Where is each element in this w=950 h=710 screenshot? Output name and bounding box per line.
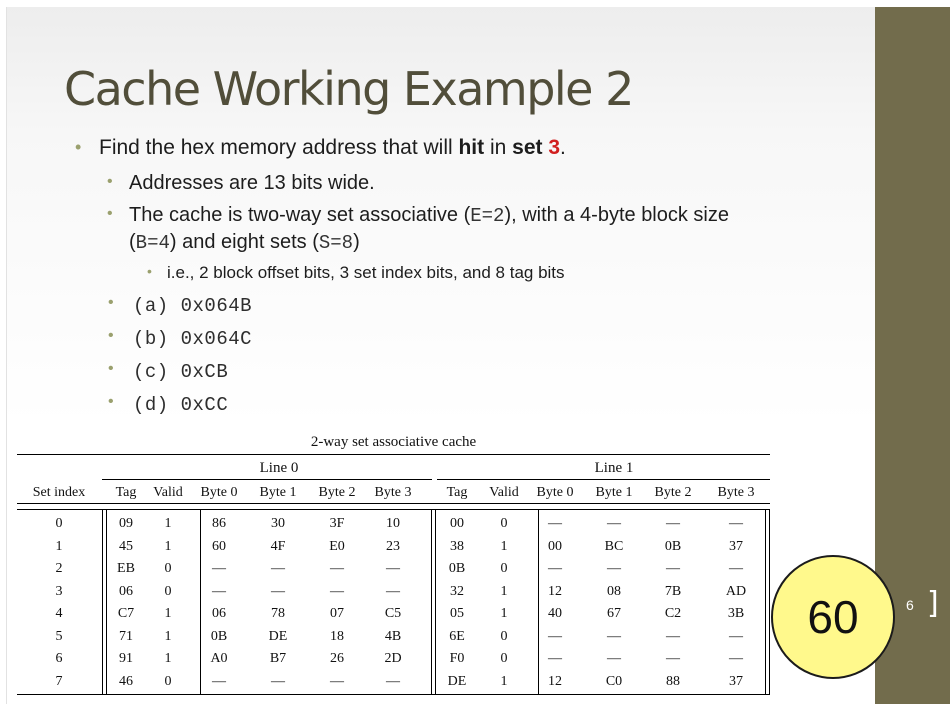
rule-vertical-4-0 <box>765 509 766 694</box>
table-cell: 0B <box>210 628 228 644</box>
table-cell: — <box>607 651 621 666</box>
bullet-dot: • <box>147 263 152 279</box>
table-cell: 09 <box>119 516 133 531</box>
choice-c <box>108 359 229 383</box>
table-cell: 46 <box>119 673 133 689</box>
column-header: Tag <box>115 485 137 500</box>
table-cell: 4F <box>270 538 286 554</box>
table-cell: BC <box>604 538 624 554</box>
bullet-dot: • <box>107 205 113 222</box>
table-cell: 0 <box>55 516 63 531</box>
column-header: Byte 1 <box>259 485 297 500</box>
table-cell: — <box>666 628 680 644</box>
table-cell: 18 <box>330 628 344 644</box>
bullet-dot: • <box>108 360 114 377</box>
line0-header: Line 0 <box>259 460 299 476</box>
table-cell: 0B <box>448 561 466 576</box>
table-cell: 1 <box>500 538 508 554</box>
table-cell: — <box>729 651 743 666</box>
table-cell: 23 <box>386 538 400 554</box>
table-cell: 40 <box>548 606 562 621</box>
table-cell: 7 <box>55 673 63 689</box>
table-cell: DE <box>268 628 288 644</box>
table-cell: 32 <box>450 583 464 599</box>
rule-vertical-1-1 <box>200 509 201 694</box>
table-cell: C5 <box>384 606 402 621</box>
slide-number-bracket: ] <box>927 586 939 621</box>
table-cell: — <box>729 516 743 531</box>
choice-a-text: (a) 0x064B <box>133 295 253 317</box>
column-header: Set index <box>32 485 86 500</box>
table-cell: 78 <box>271 606 285 621</box>
table-cell: E0 <box>329 538 345 554</box>
table-cell: 3B <box>727 606 745 621</box>
table-cell: 1 <box>164 651 172 666</box>
bullet-dot: • <box>107 173 113 190</box>
column-header: Byte 1 <box>595 485 633 500</box>
question-set: set <box>512 136 543 159</box>
table-cell: — <box>666 516 680 531</box>
table-cell: 0 <box>500 516 508 531</box>
question-in: in <box>484 136 513 159</box>
table-cell: 1 <box>164 516 172 531</box>
column-header: Tag <box>446 485 468 500</box>
rule-line1 <box>437 479 770 480</box>
column-header: Valid <box>153 485 183 500</box>
table-cell: 06 <box>212 606 226 621</box>
table-cell: AD <box>725 583 747 599</box>
column-header: Valid <box>489 485 519 500</box>
bullet-dot: • <box>108 327 114 344</box>
table-cell: — <box>212 561 226 576</box>
table-cell: 1 <box>55 538 63 554</box>
column-header: Byte 3 <box>374 485 412 500</box>
table-cell: 88 <box>666 673 680 689</box>
rule-vertical-3-1 <box>538 509 539 694</box>
table-cell: 4 <box>55 606 63 621</box>
table-cell: 1 <box>500 606 508 621</box>
table-cell: B7 <box>269 651 287 666</box>
table-cell: — <box>271 673 285 689</box>
table-cell: C2 <box>664 606 682 621</box>
table-cell: 1 <box>164 628 172 644</box>
table-cell: — <box>607 516 621 531</box>
bullet-dot: • <box>108 393 114 410</box>
choice-d-text: (d) 0xCC <box>133 394 229 416</box>
table-cell: 71 <box>119 628 133 644</box>
table-cell: 10 <box>386 516 400 531</box>
table-cell: 12 <box>548 583 562 599</box>
table-cell: 07 <box>330 606 344 621</box>
rule-line0 <box>102 479 432 480</box>
table-cell: — <box>607 561 621 576</box>
table-cell: — <box>330 561 344 576</box>
table-cell: 0 <box>500 561 508 576</box>
table-cell: 38 <box>450 538 464 554</box>
slide-number: 6 <box>906 597 914 613</box>
bit-breakdown-text: i.e., 2 block offset bits, 3 set index bits, and 8 tag bits <box>167 263 565 282</box>
table-cell: — <box>330 673 344 689</box>
table-cell: 26 <box>330 651 344 666</box>
score-badge-number: 60 <box>807 591 859 643</box>
cache-table-title: 2-way set associative cache <box>310 434 477 450</box>
bottom-strip <box>0 704 950 710</box>
table-cell: 1 <box>164 538 172 554</box>
table-cell: 00 <box>450 516 464 531</box>
table-cell: — <box>548 516 562 531</box>
table-cell: 67 <box>607 606 621 621</box>
table-cell: 05 <box>450 606 464 621</box>
table-cell: 00 <box>548 538 562 554</box>
table-cell: — <box>212 583 226 599</box>
table-cell: 2 <box>55 561 63 576</box>
param-e: E=2 <box>470 205 505 227</box>
table-cell: — <box>666 561 680 576</box>
bullet-question <box>75 136 566 160</box>
table-cell: — <box>386 673 400 689</box>
rule-header-bottom <box>17 503 770 504</box>
table-cell: 37 <box>729 538 743 554</box>
table-cell: 45 <box>119 538 133 554</box>
cache-config-text-1: The cache is two-way set associative ( <box>129 204 471 226</box>
table-cell: 91 <box>119 651 133 666</box>
table-cell: — <box>729 561 743 576</box>
table-cell: — <box>548 651 562 666</box>
table-cell: 3 <box>55 583 63 599</box>
table-cell: 3F <box>329 516 345 531</box>
table-cell: 0 <box>164 673 172 689</box>
table-cell: — <box>386 561 400 576</box>
table-cell: 7B <box>664 583 682 599</box>
bullet-bit-breakdown <box>147 263 565 283</box>
table-cell: 37 <box>729 673 743 689</box>
param-b: B=4 <box>135 232 170 254</box>
line1-header: Line 1 <box>594 460 634 476</box>
table-cell: 1 <box>164 606 172 621</box>
rule-top <box>17 454 770 455</box>
table-cell: A0 <box>210 651 228 666</box>
table-cell: 08 <box>607 583 621 599</box>
cache-table-figure <box>17 432 770 700</box>
rule-vertical-0-1 <box>106 509 107 694</box>
bullet-cache-config-cont <box>129 231 360 254</box>
column-header: Byte 3 <box>717 485 755 500</box>
table-cell: 0 <box>500 628 508 644</box>
table-cell: 0B <box>664 538 682 554</box>
column-header: Byte 2 <box>318 485 356 500</box>
table-cell: — <box>330 583 344 599</box>
cache-config-text-2: ), with a 4-byte block size <box>504 204 729 226</box>
table-cell: — <box>271 583 285 599</box>
table-cell: F0 <box>449 651 465 666</box>
table-cell: EB <box>117 561 135 576</box>
rule-vertical-2-0 <box>431 509 432 694</box>
choice-b-text: (b) 0x064C <box>133 328 253 350</box>
question-text: Find the hex memory address that will <box>99 136 459 159</box>
table-cell: 0 <box>164 561 172 576</box>
table-cell: 4B <box>384 628 402 644</box>
table-cell: C7 <box>117 606 135 621</box>
slide-title: Cache Working Example 2 <box>64 62 633 116</box>
bullet-address-width <box>107 172 375 195</box>
table-cell: — <box>271 561 285 576</box>
table-cell: — <box>212 673 226 689</box>
rule-body-top <box>17 509 770 510</box>
bullet-dot: • <box>75 137 82 157</box>
table-cell: 60 <box>212 538 226 554</box>
rule-body-bottom <box>17 694 770 695</box>
cache-config-text-5: ) <box>353 231 360 253</box>
question-set-number: 3 <box>548 136 561 159</box>
table-cell: DE <box>447 673 467 689</box>
table-cell: 1 <box>500 583 508 599</box>
cache-config-text-3: ( <box>129 231 136 253</box>
table-cell: 2D <box>384 651 402 666</box>
cache-config-text-4: ) and eight sets ( <box>169 231 319 253</box>
table-cell: 0 <box>500 651 508 666</box>
table-cell: — <box>729 628 743 644</box>
rule-vertical-2-1 <box>435 509 436 694</box>
rule-vertical-4-1 <box>769 509 770 694</box>
table-cell: 30 <box>271 516 285 531</box>
choice-d <box>108 392 229 416</box>
table-cell: C0 <box>605 673 623 689</box>
table-cell: — <box>666 651 680 666</box>
table-cell: — <box>386 583 400 599</box>
param-s: S=8 <box>318 232 354 254</box>
table-cell: 86 <box>212 516 226 531</box>
table-cell: 6 <box>55 651 63 666</box>
table-cell: 1 <box>500 673 508 689</box>
choice-b <box>108 326 253 350</box>
table-cell: 6E <box>449 628 465 644</box>
bullet-cache-config <box>107 204 729 227</box>
column-header: Byte 0 <box>200 485 238 500</box>
question-period: . <box>560 136 566 159</box>
table-cell: 5 <box>55 628 63 644</box>
table-cell: 0 <box>164 583 172 599</box>
table-cell: 06 <box>119 583 133 599</box>
choice-a <box>108 293 253 317</box>
choice-c-text: (c) 0xCB <box>133 361 229 383</box>
column-header: Byte 0 <box>536 485 574 500</box>
table-cell: — <box>548 628 562 644</box>
bullet-dot: • <box>108 294 114 311</box>
table-cell: — <box>548 561 562 576</box>
score-badge <box>771 555 895 679</box>
column-header: Byte 2 <box>654 485 692 500</box>
question-hit: hit <box>458 136 485 159</box>
address-width-text: Addresses are 13 bits wide. <box>129 172 375 194</box>
rule-vertical-0-0 <box>102 509 103 694</box>
table-cell: 12 <box>548 673 562 689</box>
table-cell: — <box>607 628 621 644</box>
